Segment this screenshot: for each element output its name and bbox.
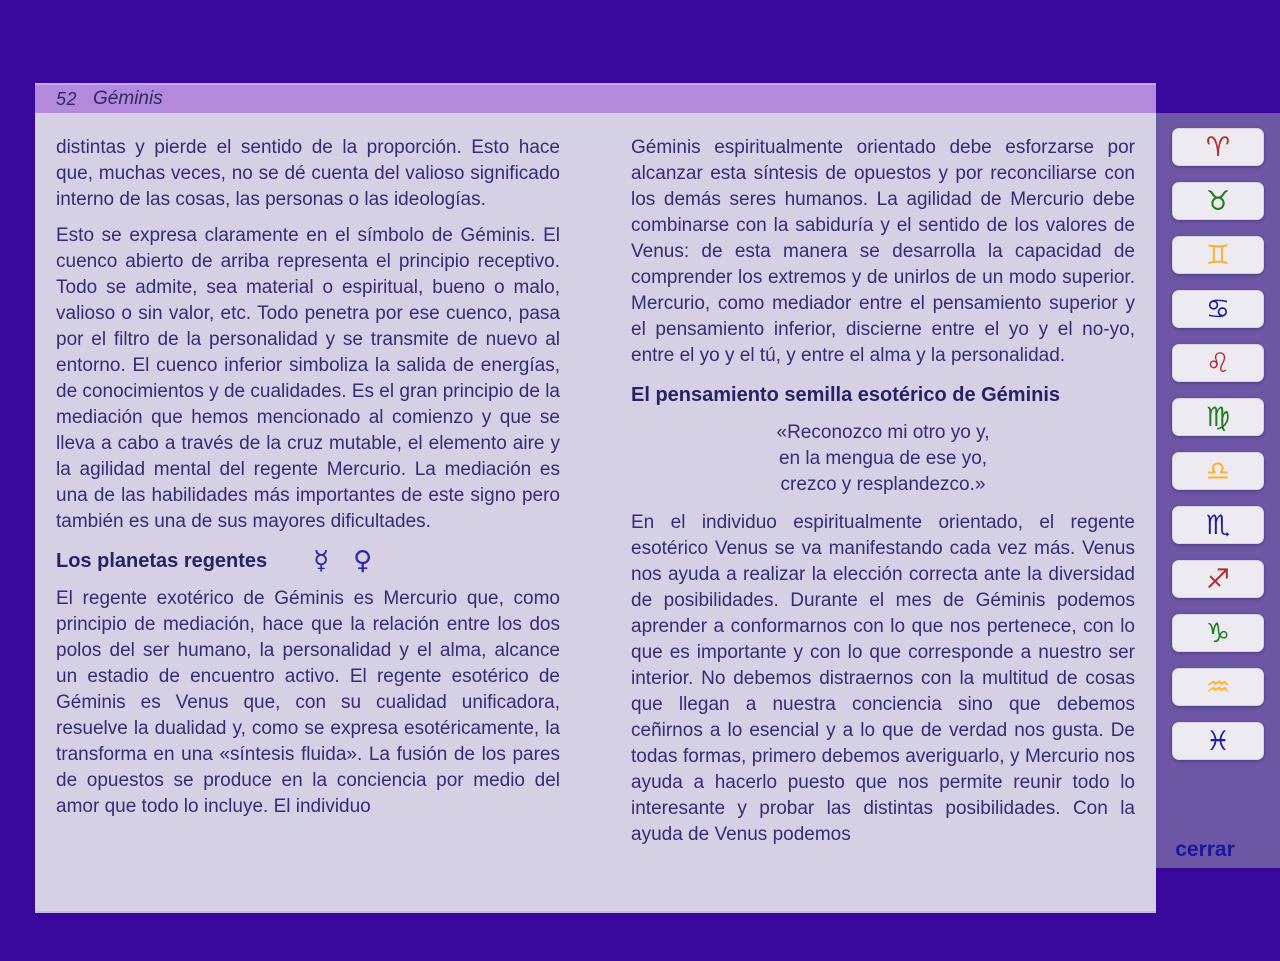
- libra-icon: ♎: [1205, 455, 1231, 487]
- zodiac-button-capricorn[interactable]: [1172, 614, 1264, 652]
- page-body: [35, 113, 1156, 913]
- book-page: [35, 83, 1156, 913]
- paragraph: En el individuo espiritualmente orientado, el regente esotérico Venus se va manifestando cada vez más. Venus nos ayuda a realizar la elección correcta ante la diversidad de posibilidades. Durante el mes de Géminis podemos aprender a conformarnos con lo que nos pertenece, con lo que es importante y con lo que corresponde a nuestro ser interior. No debemos distraernos con la multitud de cosas que llegan a nuestra conciencia sino que debemos ceñirnos a lo esencial y a lo que de verdad nos gusta. De todas formas, primero debemos averiguarlo, y Mercurio nos ayuda a hacerlo puesto que nos permite reunir todo lo interesante y probar las distintas posibilidades. Con la ayuda de Venus podemos: [631, 512, 1135, 845]
- section-heading-label: Los planetas regentes: [56, 550, 268, 572]
- taurus-icon: ♉: [1205, 185, 1231, 217]
- zodiac-button-aries[interactable]: [1172, 128, 1264, 166]
- zodiac-button-cancer[interactable]: [1172, 290, 1264, 328]
- scorpio-icon: ♏: [1205, 509, 1231, 541]
- aquarius-icon: ♒: [1205, 671, 1231, 703]
- mercury-icon: ☿: [313, 546, 330, 576]
- paragraph: Esto se expresa claramente en el símbolo de Géminis. El cuenco abierto de arriba representa el principio receptivo. Todo se admite, sea material o espiritual, bueno o malo, valioso o sin valor, etc. Todo penetra por ese cuenco, pasa por el filtro de la personalidad y se transmite de nuevo al entorno. El cuenco inferior simboliza la salida de energías, de conocimientos y de cualidades. Es el gran principio de la mediación que hemos mencionado al comienzo y que se lleva a cabo a través de la cruz mutable, el elemento aire y la agilidad mental del regente Mercurio. La mediación es una de las habilidades más importantes de este signo pero también es una de sus mayores dificultades.: [56, 225, 560, 532]
- seed-thought-quote: [631, 420, 1135, 498]
- aries-icon: ♈: [1205, 131, 1231, 163]
- zodiac-sidebar: [1156, 113, 1280, 868]
- zodiac-button-aquarius[interactable]: [1172, 668, 1264, 706]
- section-heading-ruling-planets: [56, 548, 560, 574]
- zodiac-button-leo[interactable]: [1172, 344, 1264, 382]
- quote-line: «Reconozco mi otro yo y,: [776, 422, 990, 443]
- page-title: Géminis: [93, 88, 163, 109]
- paragraph: El regente exotérico de Géminis es Mercurio que, como principio de mediación, hace que la relación entre los dos polos del ser humano, la personalidad y el alma, alcance un estadio de encuentro activo. El regente esotérico de Géminis es Venus que, con su cualidad unificadora, resuelve la dualidad y, como se expresa esotéricamente, la transforma en una «síntesis fluida». La fusión de los pares de opuestos se produce en la conciencia por medio del amor que todo lo incluye. El individuo: [56, 588, 560, 817]
- cancer-icon: ♋: [1205, 293, 1231, 325]
- venus-icon: ♀: [353, 546, 373, 576]
- page-number: 52: [56, 88, 78, 109]
- zodiac-button-virgo[interactable]: [1172, 398, 1264, 436]
- paragraph: distintas y pierde el sentido de la proporción. Esto hace que, muchas veces, no se dé cuenta del valioso significado interno de las cosas, las personas o las ideologías.: [56, 137, 560, 210]
- section-heading-seed-thought: [631, 382, 1135, 408]
- planet-glyphs: [313, 546, 373, 576]
- zodiac-button-scorpio[interactable]: [1172, 506, 1264, 544]
- zodiac-button-pisces[interactable]: [1172, 722, 1264, 760]
- paragraph: Géminis espiritualmente orientado debe esforzarse por alcanzar esta síntesis de opuestos y por reconciliarse con los demás seres humanos. La agilidad de Mercurio debe combinarse con la sabiduría y el sentido de los valores de Venus: de esta manera se desarrolla la capacidad de comprender los extremos y de unirlos de un modo superior. Mercurio, como mediador entre el pensamiento superior y el pensamiento inferior, discierne entre el yo y el no-yo, entre el yo y el tú, y entre el alma y la personalidad.: [631, 137, 1135, 366]
- sagittarius-icon: ♐: [1205, 563, 1231, 595]
- pisces-icon: ♓: [1205, 725, 1231, 757]
- zodiac-button-sagittarius[interactable]: [1172, 560, 1264, 598]
- zodiac-button-taurus[interactable]: [1172, 182, 1264, 220]
- quote-line: en la mengua de ese yo,: [778, 448, 988, 469]
- gemini-icon: ♊: [1205, 239, 1231, 271]
- zodiac-button-libra[interactable]: [1172, 452, 1264, 490]
- close-link[interactable]: cerrar: [1175, 838, 1235, 861]
- virgo-icon: ♍: [1205, 401, 1231, 433]
- leo-icon: ♌: [1205, 347, 1231, 379]
- section-heading-label: El pensamiento semilla esotérico de Géminis: [631, 384, 1061, 406]
- zodiac-button-gemini[interactable]: [1172, 236, 1264, 274]
- left-column: [56, 135, 560, 901]
- capricorn-icon: ♑: [1205, 617, 1231, 649]
- quote-line: crezco y resplandezco.»: [780, 474, 986, 495]
- page-header: [35, 83, 1156, 113]
- right-column: [631, 135, 1135, 901]
